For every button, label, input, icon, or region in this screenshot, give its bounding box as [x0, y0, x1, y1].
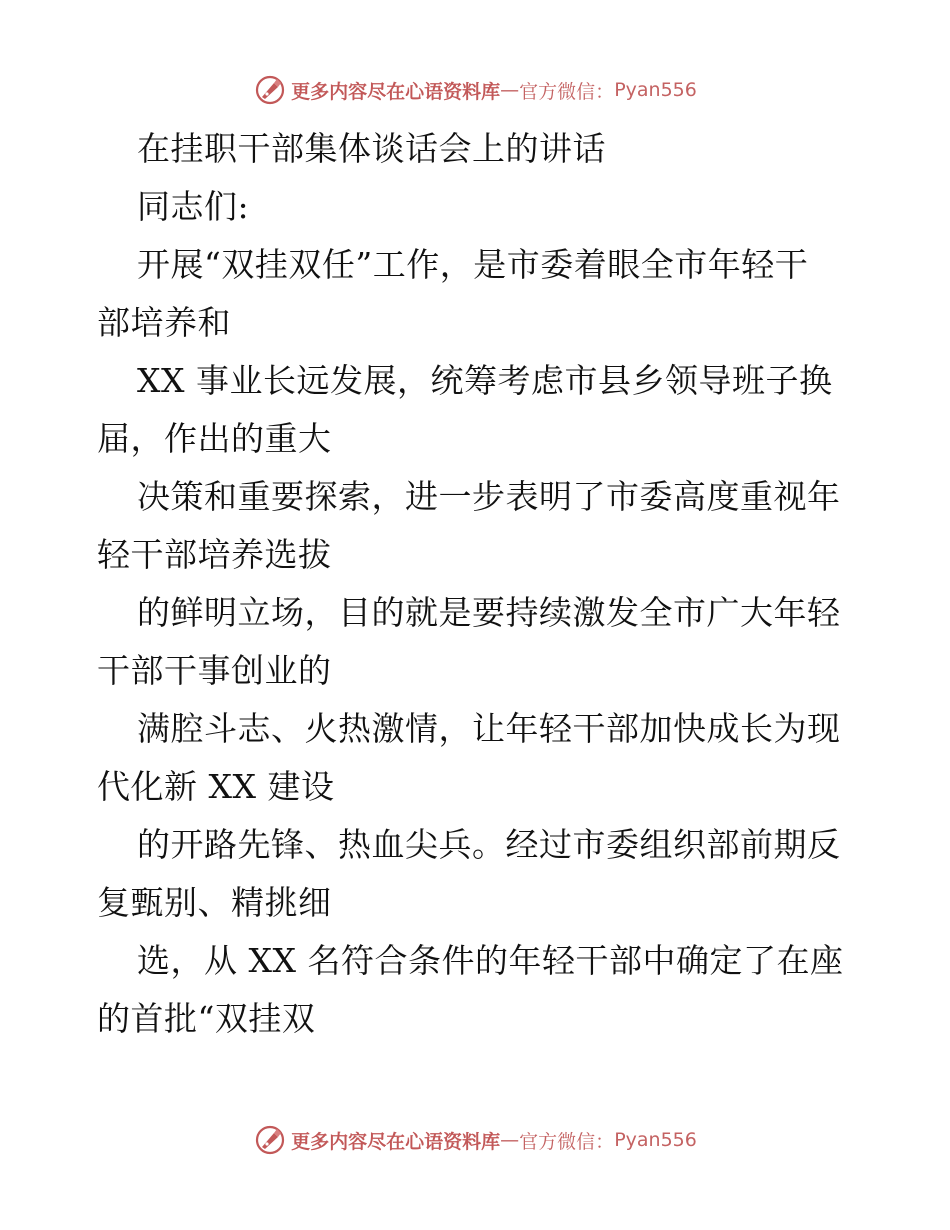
document-line: 部培养和	[97, 303, 231, 342]
document-body	[97, 120, 857, 1048]
document-line: 满腔斗志、火热激情，让年轻干部加快成长为现	[137, 709, 841, 748]
pen-nib-logo-icon	[253, 73, 287, 107]
banner-wechat-id: Pyan556	[614, 1129, 697, 1151]
banner-main-text: 更多内容尽在心语资料库	[291, 1130, 501, 1153]
document-line: 代化新 XX 建设	[97, 767, 335, 806]
document-line: 干部干事创业的	[97, 651, 332, 690]
document-line: 的开路先锋、热血尖兵。经过市委组织部前期反	[137, 825, 841, 864]
document-line: 届，作出的重大	[97, 419, 332, 458]
document-line: 选，从 XX 名符合条件的年轻干部中确定了在座	[137, 941, 844, 980]
banner-separator: —	[500, 1129, 520, 1151]
document-title: 在挂职干部集体谈话会上的讲话	[137, 129, 606, 168]
document-line: 开展“双挂双任”工作，是市委着眼全市年轻干	[137, 245, 809, 284]
document-line: 的鲜明立场，目的就是要持续激发全市广大年轻	[137, 593, 841, 632]
document-line: XX 事业长远发展，统筹考虑市县乡领导班子换	[137, 361, 833, 400]
document-line: 决策和重要探索，进一步表明了市委高度重视年	[137, 477, 841, 516]
document-line: 的首批“双挂双	[97, 999, 316, 1038]
document-line: 同志们:	[137, 187, 250, 226]
footer-banner	[0, 1120, 950, 1160]
banner-suffix-text: 官方微信：	[519, 1130, 615, 1153]
banner-separator: —	[500, 79, 520, 101]
banner-suffix-text: 官方微信：	[519, 80, 615, 103]
document-line: 复甄别、精挑细	[97, 883, 332, 922]
document-line: 轻干部培养选拔	[97, 535, 332, 574]
pen-nib-logo-icon	[253, 1123, 287, 1157]
header-banner	[0, 70, 950, 110]
banner-main-text: 更多内容尽在心语资料库	[291, 80, 501, 103]
banner-wechat-id: Pyan556	[614, 79, 697, 101]
